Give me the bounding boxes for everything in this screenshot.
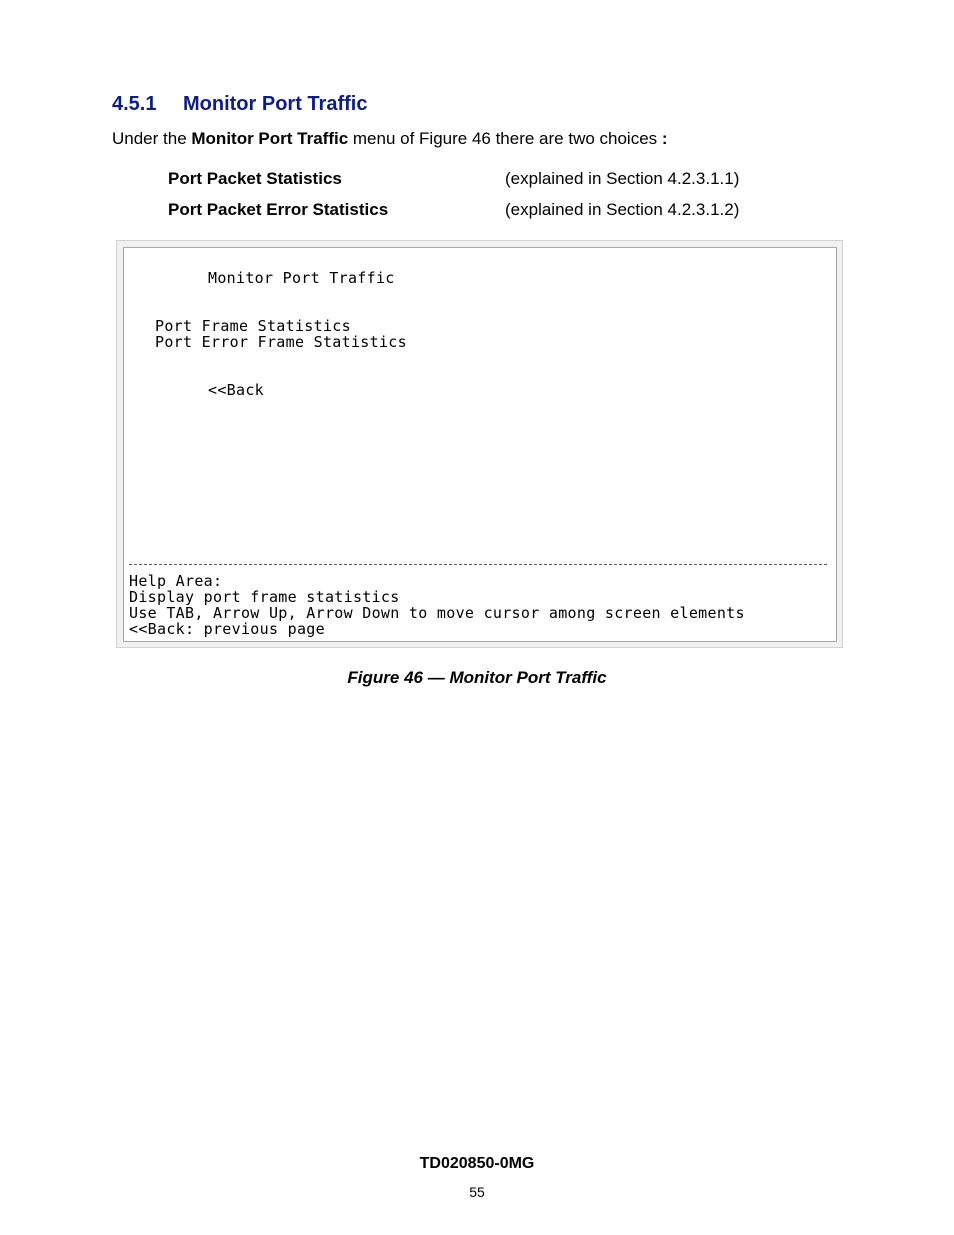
section-title: Monitor Port Traffic (183, 93, 368, 115)
section-number: 4.5.1 (112, 93, 157, 115)
help-line: Use TAB, Arrow Up, Arrow Down to move cursor among screen elements (129, 604, 745, 622)
intro-menu-name: Monitor Port Traffic (191, 129, 349, 148)
menu-item-port-frame-statistics[interactable]: Port Frame Statistics (155, 317, 351, 335)
menu-item-port-error-frame-statistics[interactable]: Port Error Frame Statistics (155, 333, 407, 351)
intro-prefix: Under the (112, 129, 192, 148)
help-line: Display port frame statistics (129, 588, 400, 606)
terminal-title: Monitor Port Traffic (208, 269, 395, 287)
help-line: <<Back: previous page (129, 620, 325, 638)
terminal-screen (123, 247, 837, 642)
back-link[interactable]: <<Back (208, 381, 264, 399)
choice-reference: (explained in Section 4.2.3.1.2) (505, 200, 740, 219)
document-id: TD020850-0MG (419, 1155, 535, 1172)
intro-colon: : (661, 129, 668, 148)
choice-name: Port Packet Statistics (168, 169, 342, 188)
choice-reference: (explained in Section 4.2.3.1.1) (505, 169, 740, 188)
help-divider (129, 564, 827, 565)
intro-suffix: menu of Figure 46 there are two choices (348, 129, 662, 148)
page-number: 55 (469, 1184, 485, 1200)
section-heading (112, 93, 367, 116)
intro-paragraph (112, 129, 668, 149)
help-area-label: Help Area: (129, 572, 223, 590)
choice-name: Port Packet Error Statistics (168, 200, 389, 219)
figure-caption: Figure 46 — Monitor Port Traffic (347, 668, 607, 687)
